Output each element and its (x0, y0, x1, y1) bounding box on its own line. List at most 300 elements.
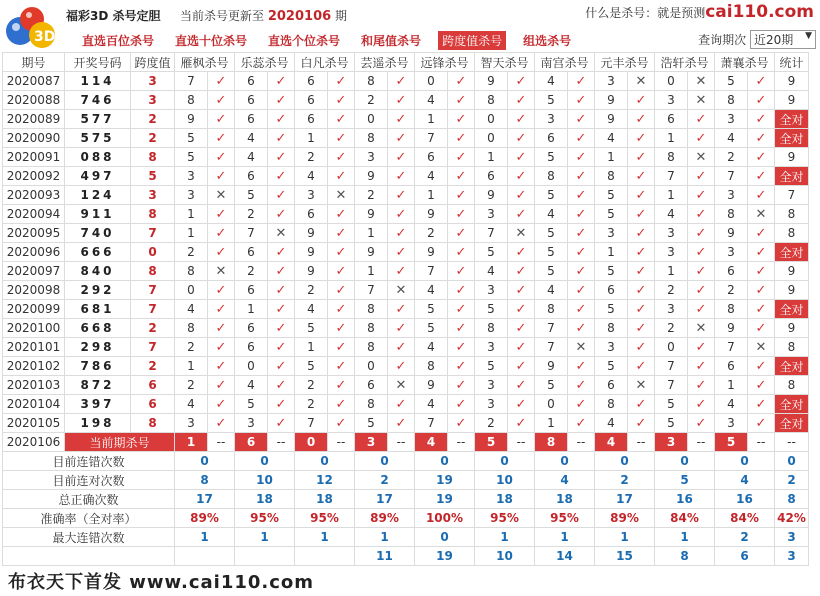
column-header: 元丰杀号 (595, 53, 655, 72)
check-icon: ✓ (508, 338, 535, 357)
check-icon: ✓ (568, 281, 595, 300)
kill-number-cell: 6 (595, 376, 628, 395)
stats-value: 100% (415, 509, 475, 528)
table-row (3, 186, 809, 205)
check-icon: ✓ (748, 262, 775, 281)
check-icon: ✓ (688, 395, 715, 414)
check-icon: ✓ (448, 186, 475, 205)
period-cell: 2020099 (3, 300, 65, 319)
check-icon: ✓ (448, 338, 475, 357)
kill-number-cell: 4 (415, 395, 448, 414)
stats-row (3, 528, 809, 547)
check-icon: ✓ (688, 414, 715, 433)
check-icon: ✓ (208, 338, 235, 357)
stats-value: 1 (355, 528, 415, 547)
check-icon: ✓ (688, 186, 715, 205)
tab-3[interactable]: 和尾值杀号 (361, 34, 422, 48)
check-icon: ✓ (328, 72, 355, 91)
check-icon: ✓ (268, 281, 295, 300)
check-icon: ✓ (688, 167, 715, 186)
current-kill-cell: 3 (655, 433, 688, 452)
kill-number-cell: 2 (355, 186, 388, 205)
kill-number-cell: 3 (655, 243, 688, 262)
kill-number-cell: 6 (655, 110, 688, 129)
kill-number-cell: 9 (595, 110, 628, 129)
kill-number-cell: 4 (235, 129, 268, 148)
table-row (3, 224, 809, 243)
check-icon: ✓ (388, 319, 415, 338)
check-icon: ✓ (508, 281, 535, 300)
tab-4[interactable]: 跨度值杀号 (438, 31, 506, 50)
kill-number-cell: 4 (535, 205, 568, 224)
kill-number-cell: 6 (715, 262, 748, 281)
check-icon: ✓ (268, 357, 295, 376)
check-icon: ✓ (328, 319, 355, 338)
check-icon: ✓ (448, 224, 475, 243)
tab-0[interactable]: 直选百位杀号 (82, 34, 155, 48)
kill-number-cell: 5 (475, 357, 508, 376)
cross-icon: ✕ (688, 72, 715, 91)
stats-value: 1 (595, 528, 655, 547)
check-icon: ✓ (628, 281, 655, 300)
period-cell: 2020089 (3, 110, 65, 129)
check-icon: ✓ (748, 72, 775, 91)
total-cell: 全对 (775, 167, 809, 186)
current-kill-cell: 3 (355, 433, 388, 452)
kill-number-cell: 2 (295, 148, 328, 167)
total-cell: 全对 (775, 300, 809, 319)
stats-value: 2 (775, 471, 809, 490)
stats-value: 0 (655, 452, 715, 471)
check-icon: ✓ (448, 167, 475, 186)
placeholder-dash: -- (268, 433, 295, 452)
table-row (3, 110, 809, 129)
check-icon: ✓ (388, 129, 415, 148)
stats-label: 目前连错次数 (3, 452, 175, 471)
check-icon: ✓ (748, 110, 775, 129)
table-row (3, 300, 809, 319)
span-value-cell: 6 (131, 376, 175, 395)
cross-icon: ✕ (388, 376, 415, 395)
kill-number-cell: 4 (715, 395, 748, 414)
kill-number-cell: 9 (415, 376, 448, 395)
stats-value: 1 (655, 528, 715, 547)
cross-icon: ✕ (748, 205, 775, 224)
span-value-cell: 8 (131, 148, 175, 167)
stats-value: 1 (535, 528, 595, 547)
check-icon: ✓ (688, 262, 715, 281)
table-row (3, 167, 809, 186)
tab-5[interactable]: 组选杀号 (523, 34, 572, 48)
check-icon: ✓ (568, 224, 595, 243)
span-value-cell: 8 (131, 205, 175, 224)
column-header: 雁枫杀号 (175, 53, 235, 72)
kill-number-cell: 3 (355, 148, 388, 167)
check-icon: ✓ (328, 281, 355, 300)
stats-value: 0 (475, 452, 535, 471)
table-row (3, 376, 809, 395)
kill-number-cell: 5 (535, 243, 568, 262)
stats-value: 0 (715, 452, 775, 471)
check-icon: ✓ (688, 243, 715, 262)
kill-number-cell: 5 (535, 91, 568, 110)
total-cell: 8 (775, 338, 809, 357)
check-icon: ✓ (568, 376, 595, 395)
span-value-cell: 2 (131, 110, 175, 129)
check-icon: ✓ (568, 167, 595, 186)
draw-number-cell: 840 (65, 262, 131, 281)
kill-number-cell: 3 (175, 167, 208, 186)
cross-icon: ✕ (388, 281, 415, 300)
period-cell: 2020105 (3, 414, 65, 433)
kill-number-cell: 8 (715, 205, 748, 224)
kill-number-cell: 1 (355, 262, 388, 281)
kill-number-cell: 6 (295, 205, 328, 224)
span-value-cell: 7 (131, 338, 175, 357)
check-icon: ✓ (568, 357, 595, 376)
kill-number-cell: 2 (415, 224, 448, 243)
kill-number-cell: 7 (655, 376, 688, 395)
stats-value: 0 (535, 452, 595, 471)
kill-number-cell: 5 (415, 319, 448, 338)
kill-number-cell: 1 (175, 224, 208, 243)
stats-value: 95% (535, 509, 595, 528)
kill-number-cell: 6 (235, 243, 268, 262)
kill-number-cell: 6 (535, 129, 568, 148)
stats-label (3, 547, 175, 566)
stats-value: 0 (295, 452, 355, 471)
check-icon: ✓ (208, 72, 235, 91)
check-icon: ✓ (448, 281, 475, 300)
check-icon: ✓ (748, 300, 775, 319)
check-icon: ✓ (268, 129, 295, 148)
kill-number-cell: 0 (475, 129, 508, 148)
check-icon: ✓ (688, 129, 715, 148)
cross-icon: ✕ (628, 72, 655, 91)
check-icon: ✓ (628, 167, 655, 186)
kill-number-cell: 3 (655, 224, 688, 243)
draw-number-cell: 292 (65, 281, 131, 300)
check-icon: ✓ (448, 300, 475, 319)
placeholder-dash: -- (628, 433, 655, 452)
kill-number-cell: 2 (235, 205, 268, 224)
kill-number-cell: 3 (655, 91, 688, 110)
table-row (3, 262, 809, 281)
stats-value: 19 (415, 471, 475, 490)
check-icon: ✓ (688, 357, 715, 376)
site-link[interactable]: cai110.com (705, 2, 814, 22)
check-icon: ✓ (508, 205, 535, 224)
stats-row (3, 452, 809, 471)
stats-value (235, 547, 295, 566)
draw-number-cell: 497 (65, 167, 131, 186)
stats-value: 18 (235, 490, 295, 509)
kill-number-cell: 9 (415, 243, 448, 262)
kill-number-cell: 8 (355, 319, 388, 338)
kill-number-cell: 3 (595, 224, 628, 243)
span-value-cell: 2 (131, 357, 175, 376)
check-icon: ✓ (568, 72, 595, 91)
total-cell: 9 (775, 91, 809, 110)
kill-number-cell: 3 (715, 414, 748, 433)
check-icon: ✓ (328, 300, 355, 319)
placeholder-dash: -- (508, 433, 535, 452)
check-icon: ✓ (448, 205, 475, 224)
kill-number-cell: 7 (415, 129, 448, 148)
table-row (3, 205, 809, 224)
kill-number-cell: 5 (175, 129, 208, 148)
column-header: 跨度值 (131, 53, 175, 72)
check-icon: ✓ (388, 338, 415, 357)
check-icon: ✓ (208, 281, 235, 300)
check-icon: ✓ (328, 357, 355, 376)
check-icon: ✓ (328, 224, 355, 243)
kill-number-cell: 9 (715, 319, 748, 338)
kill-number-cell: 1 (235, 300, 268, 319)
kill-number-cell: 3 (175, 414, 208, 433)
column-header: 萧襄杀号 (715, 53, 775, 72)
column-header: 期号 (3, 53, 65, 72)
kill-number-cell: 8 (715, 91, 748, 110)
check-icon: ✓ (508, 300, 535, 319)
stats-value: 17 (355, 490, 415, 509)
check-icon: ✓ (268, 205, 295, 224)
kill-number-cell: 2 (655, 281, 688, 300)
stats-value: 11 (355, 547, 415, 566)
kill-number-cell: 0 (175, 281, 208, 300)
stats-value: 95% (235, 509, 295, 528)
check-icon: ✓ (628, 129, 655, 148)
stats-value: 95% (295, 509, 355, 528)
kill-number-cell: 3 (475, 395, 508, 414)
tab-2[interactable]: 直选个位杀号 (268, 34, 341, 48)
check-icon: ✓ (448, 395, 475, 414)
check-icon: ✓ (748, 319, 775, 338)
stats-value: 19 (415, 547, 475, 566)
kill-number-cell: 9 (175, 110, 208, 129)
kill-number-cell: 6 (235, 167, 268, 186)
total-cell: 9 (775, 319, 809, 338)
kill-number-cell: 5 (475, 300, 508, 319)
stats-row (3, 509, 809, 528)
kill-number-cell: 5 (235, 186, 268, 205)
stats-value: 0 (775, 452, 809, 471)
kill-number-cell: 7 (535, 319, 568, 338)
check-icon: ✓ (448, 129, 475, 148)
period-cell: 2020097 (3, 262, 65, 281)
total-cell: 全对 (775, 414, 809, 433)
stats-value: 0 (355, 452, 415, 471)
check-icon: ✓ (568, 319, 595, 338)
table-row (3, 319, 809, 338)
current-kill-cell: 6 (235, 433, 268, 452)
check-icon: ✓ (568, 205, 595, 224)
check-icon: ✓ (448, 376, 475, 395)
placeholder-dash: -- (688, 433, 715, 452)
tab-1[interactable]: 直选十位杀号 (175, 34, 248, 48)
check-icon: ✓ (268, 110, 295, 129)
kill-number-cell: 7 (535, 338, 568, 357)
cross-icon: ✕ (748, 338, 775, 357)
kill-number-cell: 5 (655, 414, 688, 433)
draw-number-cell: 298 (65, 338, 131, 357)
kill-number-cell: 0 (655, 72, 688, 91)
column-header: 白凡杀号 (295, 53, 355, 72)
check-icon: ✓ (628, 300, 655, 319)
kill-number-cell: 2 (355, 91, 388, 110)
kill-number-cell: 5 (295, 357, 328, 376)
draw-number-cell: 872 (65, 376, 131, 395)
update-suffix: 期 (335, 9, 348, 23)
check-icon: ✓ (508, 148, 535, 167)
stats-value: 0 (175, 452, 235, 471)
placeholder-dash: -- (748, 433, 775, 452)
check-icon: ✓ (328, 129, 355, 148)
check-icon: ✓ (268, 395, 295, 414)
column-header: 智天杀号 (475, 53, 535, 72)
cross-icon: ✕ (628, 376, 655, 395)
column-header: 芸遥杀号 (355, 53, 415, 72)
kill-number-cell: 8 (175, 91, 208, 110)
check-icon: ✓ (328, 110, 355, 129)
check-icon: ✓ (628, 395, 655, 414)
check-icon: ✓ (448, 110, 475, 129)
check-icon: ✓ (388, 91, 415, 110)
kill-number-cell: 1 (595, 148, 628, 167)
kill-number-cell: 9 (355, 205, 388, 224)
draw-number-cell: 668 (65, 319, 131, 338)
kill-number-cell: 1 (415, 110, 448, 129)
check-icon: ✓ (388, 205, 415, 224)
kill-number-cell: 5 (595, 262, 628, 281)
total-cell: 8 (775, 224, 809, 243)
check-icon: ✓ (628, 319, 655, 338)
kill-number-cell: 9 (415, 205, 448, 224)
check-icon: ✓ (508, 414, 535, 433)
kill-number-cell: 6 (415, 148, 448, 167)
stats-value: 15 (595, 547, 655, 566)
cross-icon: ✕ (328, 186, 355, 205)
check-icon: ✓ (328, 167, 355, 186)
kill-number-cell: 6 (235, 281, 268, 300)
kill-number-cell: 3 (475, 376, 508, 395)
check-icon: ✓ (748, 243, 775, 262)
draw-number-cell: 666 (65, 243, 131, 262)
kill-number-cell: 4 (235, 376, 268, 395)
check-icon: ✓ (568, 91, 595, 110)
kill-number-cell: 1 (595, 243, 628, 262)
check-icon: ✓ (268, 243, 295, 262)
check-icon: ✓ (508, 186, 535, 205)
column-header: 浩轩杀号 (655, 53, 715, 72)
kill-number-cell: 8 (355, 300, 388, 319)
table-row (3, 129, 809, 148)
kill-number-cell: 6 (595, 281, 628, 300)
check-icon: ✓ (388, 262, 415, 281)
period-cell: 2020103 (3, 376, 65, 395)
check-icon: ✓ (628, 262, 655, 281)
stats-value: 18 (295, 490, 355, 509)
kill-number-cell: 4 (535, 72, 568, 91)
total-cell: 全对 (775, 110, 809, 129)
stats-value: 6 (715, 547, 775, 566)
check-icon: ✓ (748, 148, 775, 167)
stats-value: 10 (475, 471, 535, 490)
check-icon: ✓ (268, 91, 295, 110)
check-icon: ✓ (448, 262, 475, 281)
kill-number-cell: 7 (175, 72, 208, 91)
kill-number-cell: 9 (355, 167, 388, 186)
check-icon: ✓ (388, 414, 415, 433)
check-icon: ✓ (628, 205, 655, 224)
kill-number-cell: 0 (655, 338, 688, 357)
draw-number-cell: 124 (65, 186, 131, 205)
check-icon: ✓ (508, 319, 535, 338)
current-kill-cell: 1 (175, 433, 208, 452)
check-icon: ✓ (568, 129, 595, 148)
check-icon: ✓ (688, 205, 715, 224)
check-icon: ✓ (568, 300, 595, 319)
kill-number-cell: 9 (295, 224, 328, 243)
kill-number-cell: 3 (475, 338, 508, 357)
check-icon: ✓ (508, 129, 535, 148)
check-icon: ✓ (268, 167, 295, 186)
check-icon: ✓ (628, 243, 655, 262)
cross-icon: ✕ (568, 338, 595, 357)
stats-value: 2 (355, 471, 415, 490)
check-icon: ✓ (388, 110, 415, 129)
check-icon: ✓ (208, 357, 235, 376)
stats-label: 准确率（全对率） (3, 509, 175, 528)
kill-number-cell: 5 (535, 376, 568, 395)
current-kill-cell: 5 (715, 433, 748, 452)
check-icon: ✓ (388, 72, 415, 91)
check-icon: ✓ (508, 167, 535, 186)
stats-value: 17 (175, 490, 235, 509)
kill-number-cell: 4 (175, 395, 208, 414)
check-icon: ✓ (508, 72, 535, 91)
current-kill-cell: 4 (415, 433, 448, 452)
current-kill-label: 当前期杀号 (65, 433, 175, 452)
span-value-cell: 7 (131, 224, 175, 243)
check-icon: ✓ (328, 205, 355, 224)
check-icon: ✓ (388, 243, 415, 262)
kill-number-cell: 3 (655, 300, 688, 319)
kill-number-cell: 9 (535, 357, 568, 376)
check-icon: ✓ (448, 91, 475, 110)
stats-value: 0 (595, 452, 655, 471)
check-icon: ✓ (748, 91, 775, 110)
kill-number-cell: 4 (415, 91, 448, 110)
stats-value: 3 (775, 528, 809, 547)
kill-number-cell: 8 (475, 91, 508, 110)
kill-number-cell: 4 (295, 167, 328, 186)
kill-number-cell: 0 (355, 110, 388, 129)
table-row (3, 414, 809, 433)
stats-value: 12 (295, 471, 355, 490)
kill-number-cell: 6 (355, 376, 388, 395)
stats-value: 2 (595, 471, 655, 490)
check-icon: ✓ (628, 338, 655, 357)
draw-number-cell: 198 (65, 414, 131, 433)
total-cell: 全对 (775, 129, 809, 148)
period-select[interactable] (750, 30, 816, 49)
kill-number-cell: 1 (655, 129, 688, 148)
check-icon: ✓ (628, 414, 655, 433)
kill-number-cell: 4 (475, 262, 508, 281)
stats-value: 0 (415, 452, 475, 471)
stats-value: 89% (355, 509, 415, 528)
